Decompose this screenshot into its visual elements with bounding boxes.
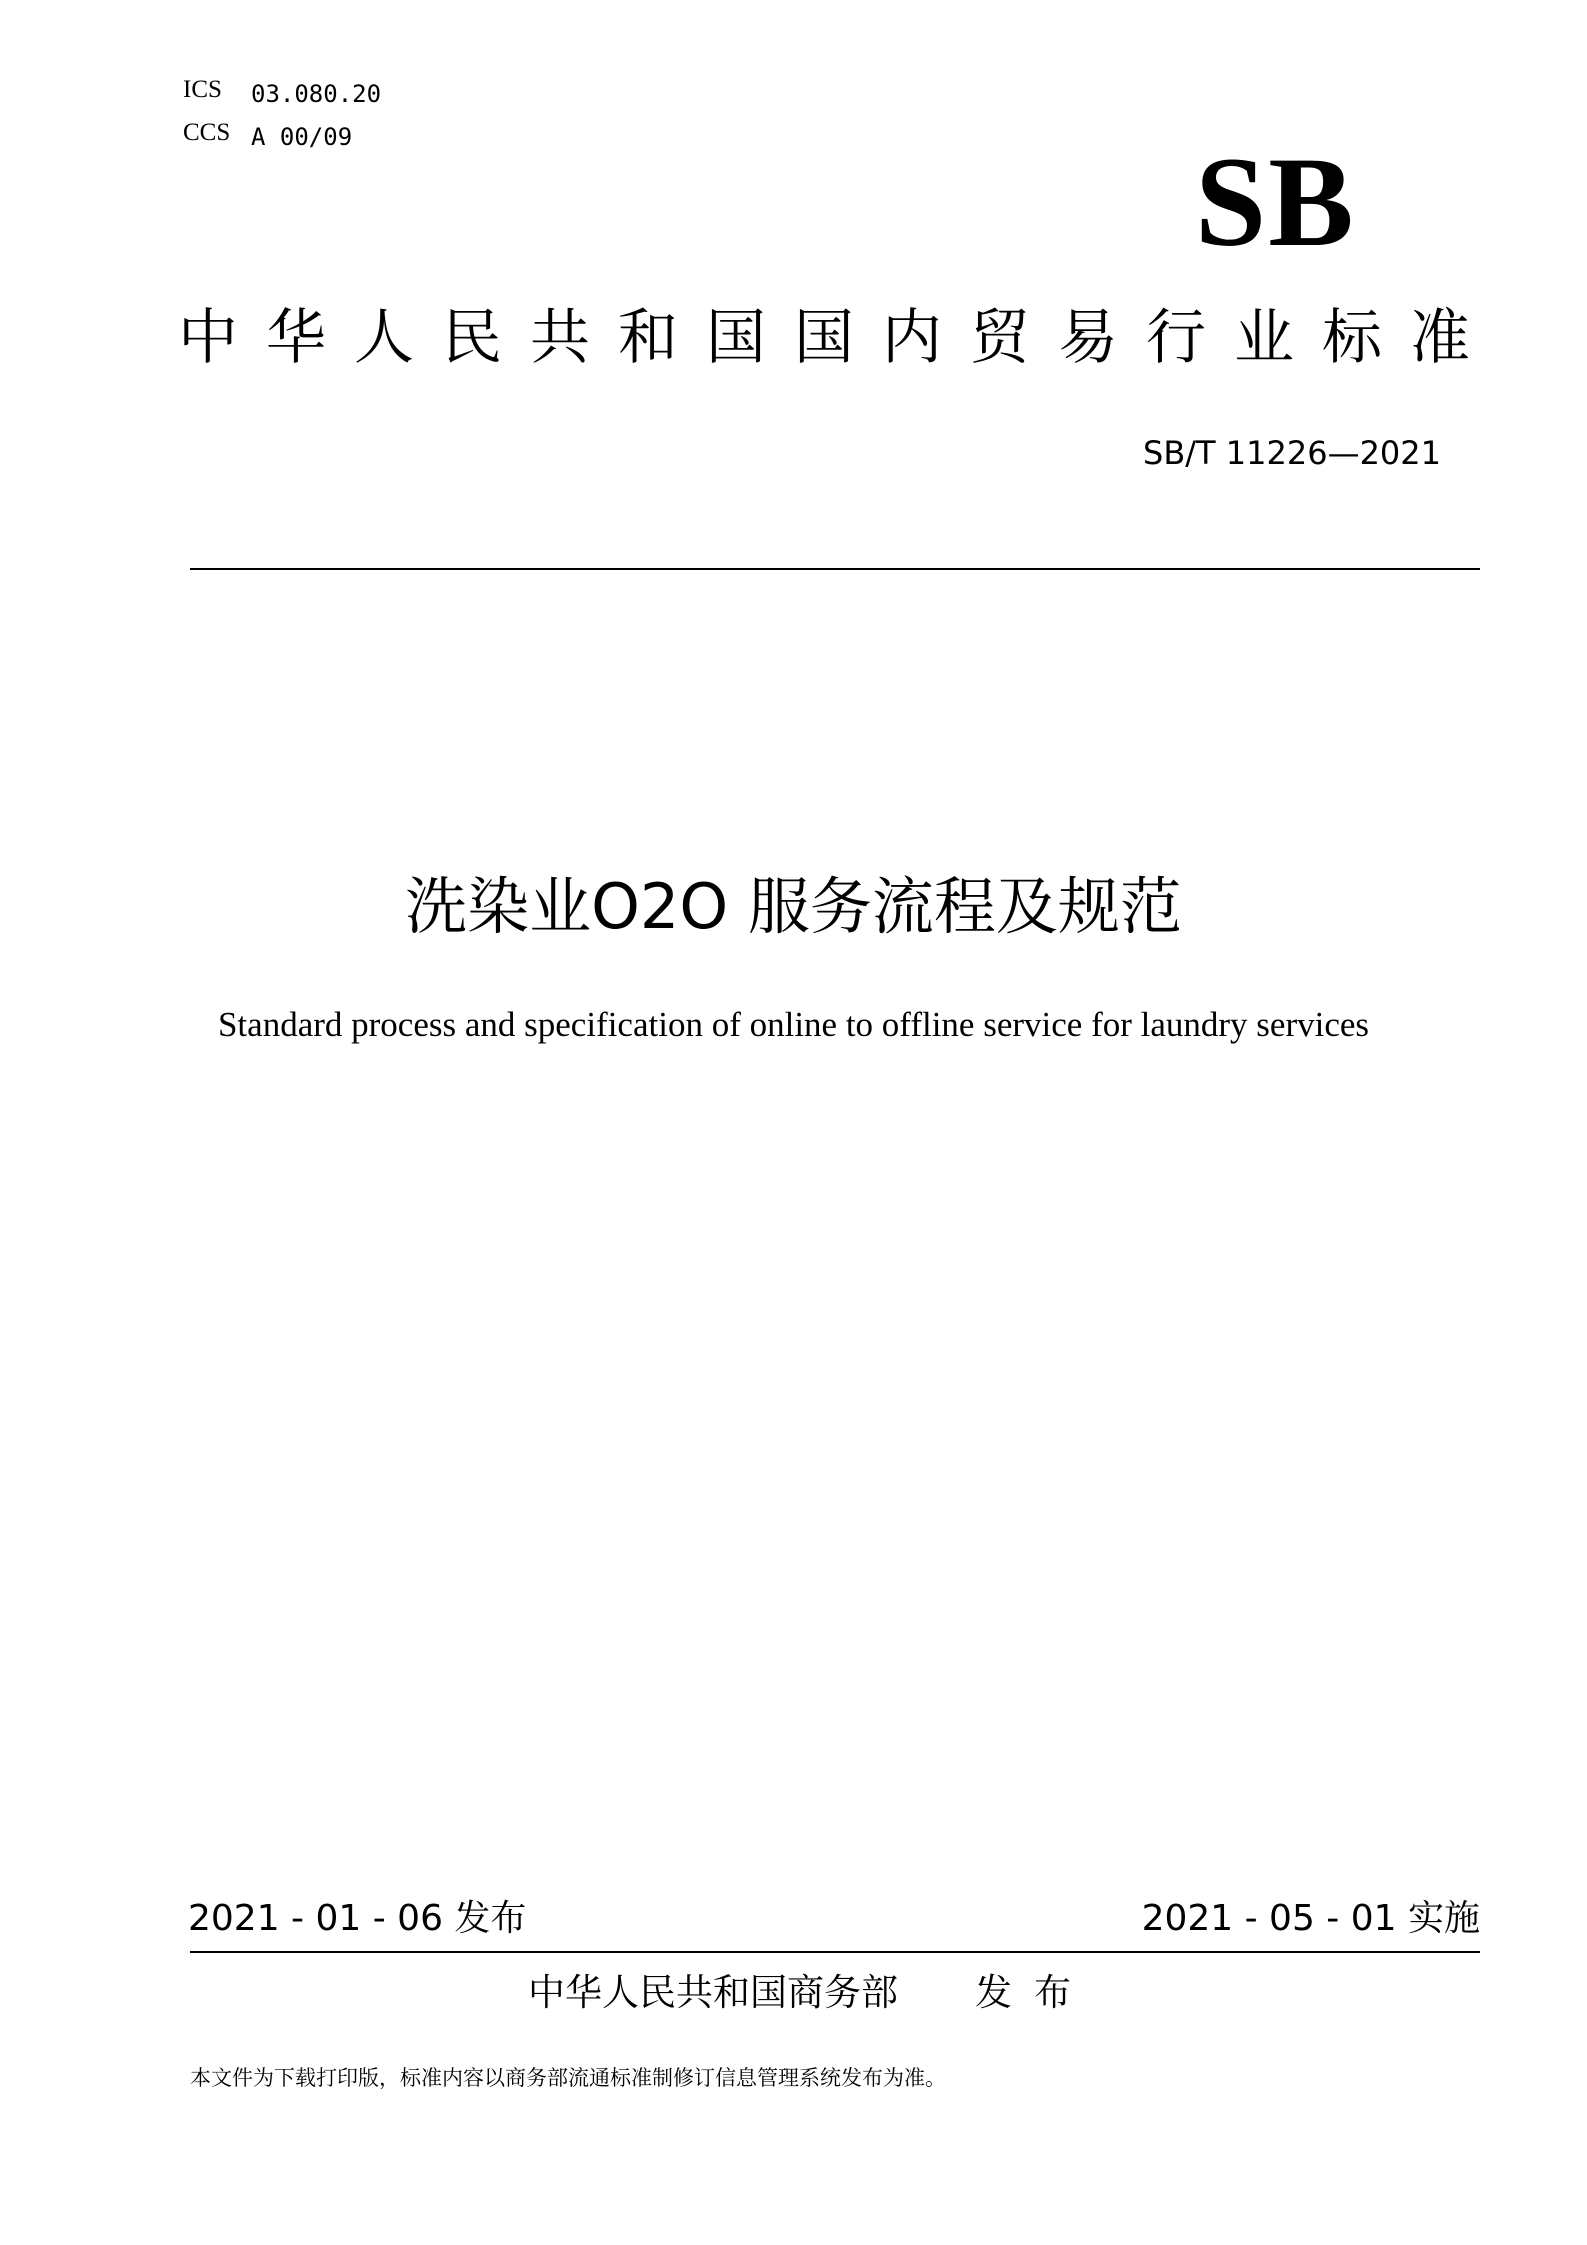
- ics-label: ICS: [183, 76, 222, 103]
- bottom-divider: [190, 1951, 1480, 1953]
- document-title-zh: 洗染业O2O 服务流程及规范: [405, 870, 1182, 943]
- issuer-name: 中华人民共和国商务部: [528, 1971, 898, 2014]
- document-title-en: Standard process and specification of online to offline service for laundry services: [217, 1005, 1370, 1044]
- ccs-label: CCS: [183, 119, 231, 146]
- issue-date: 2021 - 01 - 06 发布: [188, 1898, 527, 1939]
- issuer-action: 发布: [975, 1971, 1093, 2014]
- ccs-code: A 00/09: [251, 123, 353, 151]
- standard-number: SB/T 11226—2021: [1143, 434, 1441, 472]
- implementation-date: 2021 - 05 - 01 实施: [1141, 1898, 1480, 1939]
- footer-note: 本文件为下载打印版，标准内容以商务部流通标准制修订信息管理系统发布为准。: [190, 2066, 946, 2090]
- ics-code: 03.080.20: [251, 80, 382, 108]
- top-divider: [190, 568, 1480, 570]
- sb-logo: SB: [1195, 131, 1356, 273]
- org-title: 中华人民共和国国内贸易行业标准: [178, 303, 1498, 373]
